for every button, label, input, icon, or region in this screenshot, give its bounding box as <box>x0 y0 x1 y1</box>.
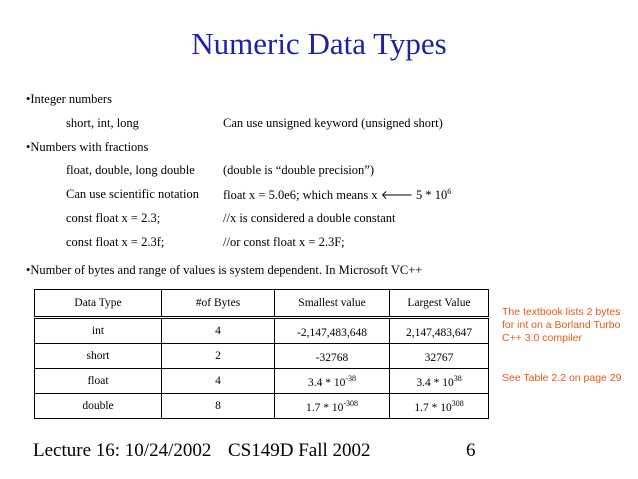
bullet-fractions <box>26 140 148 155</box>
header-bytes: #of Bytes <box>162 290 275 318</box>
const2-note: //or const float x = 2.3F; <box>223 235 345 249</box>
footer-lecture-date: Lecture 16: 10/24/2002 <box>33 440 212 461</box>
cell-bytes: 2 <box>162 344 275 369</box>
sci-exponent: 6 <box>447 187 452 196</box>
bullet-mark: • <box>26 140 31 154</box>
bullet-integer <box>26 92 112 107</box>
header-data-type: Data Type <box>35 290 162 318</box>
cell-bytes: 4 <box>162 318 275 344</box>
bullet-text: Integer numbers <box>30 92 112 106</box>
const1-line <box>66 211 626 226</box>
const2-line <box>66 235 626 250</box>
cell-max: $3.4 * 10^{38}$ <box>390 369 489 394</box>
int-types: short, int, long <box>66 116 139 130</box>
cell-type: float <box>35 369 162 394</box>
sci-line <box>66 187 626 202</box>
const2: const float x = 2.3f; <box>66 235 165 249</box>
header-largest: Largest Value <box>390 290 489 318</box>
slide-title: Numeric Data Types <box>191 26 447 61</box>
float-types: float, double, long double <box>66 163 195 177</box>
cell-min: $3.4 * 10^{-38}$ <box>275 369 390 394</box>
table-row <box>35 344 489 369</box>
table-row <box>35 394 489 419</box>
header-smallest: Smallest value <box>275 290 390 318</box>
cell-type: short <box>35 344 162 369</box>
sci-note-b: 5 * 10 <box>416 188 448 203</box>
cell-type: double <box>35 394 162 419</box>
cell-max: 2,147,483,647 <box>390 318 489 344</box>
cell-bytes: 8 <box>162 394 275 419</box>
footer-course: CS149D Fall 2002 <box>228 440 371 461</box>
sci-text: Can use scientific notation <box>66 187 199 201</box>
cell-bytes: 4 <box>162 369 275 394</box>
int-types-line <box>66 116 626 131</box>
bullet-mark: • <box>26 92 31 106</box>
bullet-text: Number of bytes and range of values is system dependent. In Microsoft VC++ <box>30 263 423 277</box>
cell-min: -32768 <box>275 344 390 369</box>
table-reference-note: See Table 2.2 on page 29 <box>502 372 622 384</box>
cell-min: -2,147,483,648 <box>275 318 390 344</box>
textbook-note: The textbook lists 2 bytes for int on a Borland Turbo C++ 3.0 compiler <box>502 306 621 344</box>
cell-min: $1.7 * 10^{-308}$ <box>275 394 390 419</box>
sci-note <box>223 187 451 203</box>
cell-type: int <box>35 318 162 344</box>
data-types-table <box>34 289 489 419</box>
bullet-bytes <box>26 263 422 278</box>
bullet-mark: • <box>26 263 31 277</box>
float-note: (double is “double precision”) <box>223 163 374 177</box>
table-row <box>35 318 489 344</box>
cell-max: 32767 <box>390 344 489 369</box>
float-types-line <box>66 163 626 178</box>
const1-note: //x is considered a double constant <box>223 211 396 225</box>
footer-page-number: 6 <box>466 440 476 461</box>
table-header-row <box>35 290 489 318</box>
const1: const float x = 2.3; <box>66 211 161 225</box>
sci-note-a: float x = 5.0e6; which means x <box>223 188 378 203</box>
bullet-text: Numbers with fractions <box>30 140 149 154</box>
table-row <box>35 369 489 394</box>
cell-max: $1.7 * 10^{308}$ <box>390 394 489 419</box>
int-note: Can use unsigned keyword (unsigned short) <box>223 116 443 130</box>
left-arrow-icon: 🡐 <box>380 188 413 203</box>
